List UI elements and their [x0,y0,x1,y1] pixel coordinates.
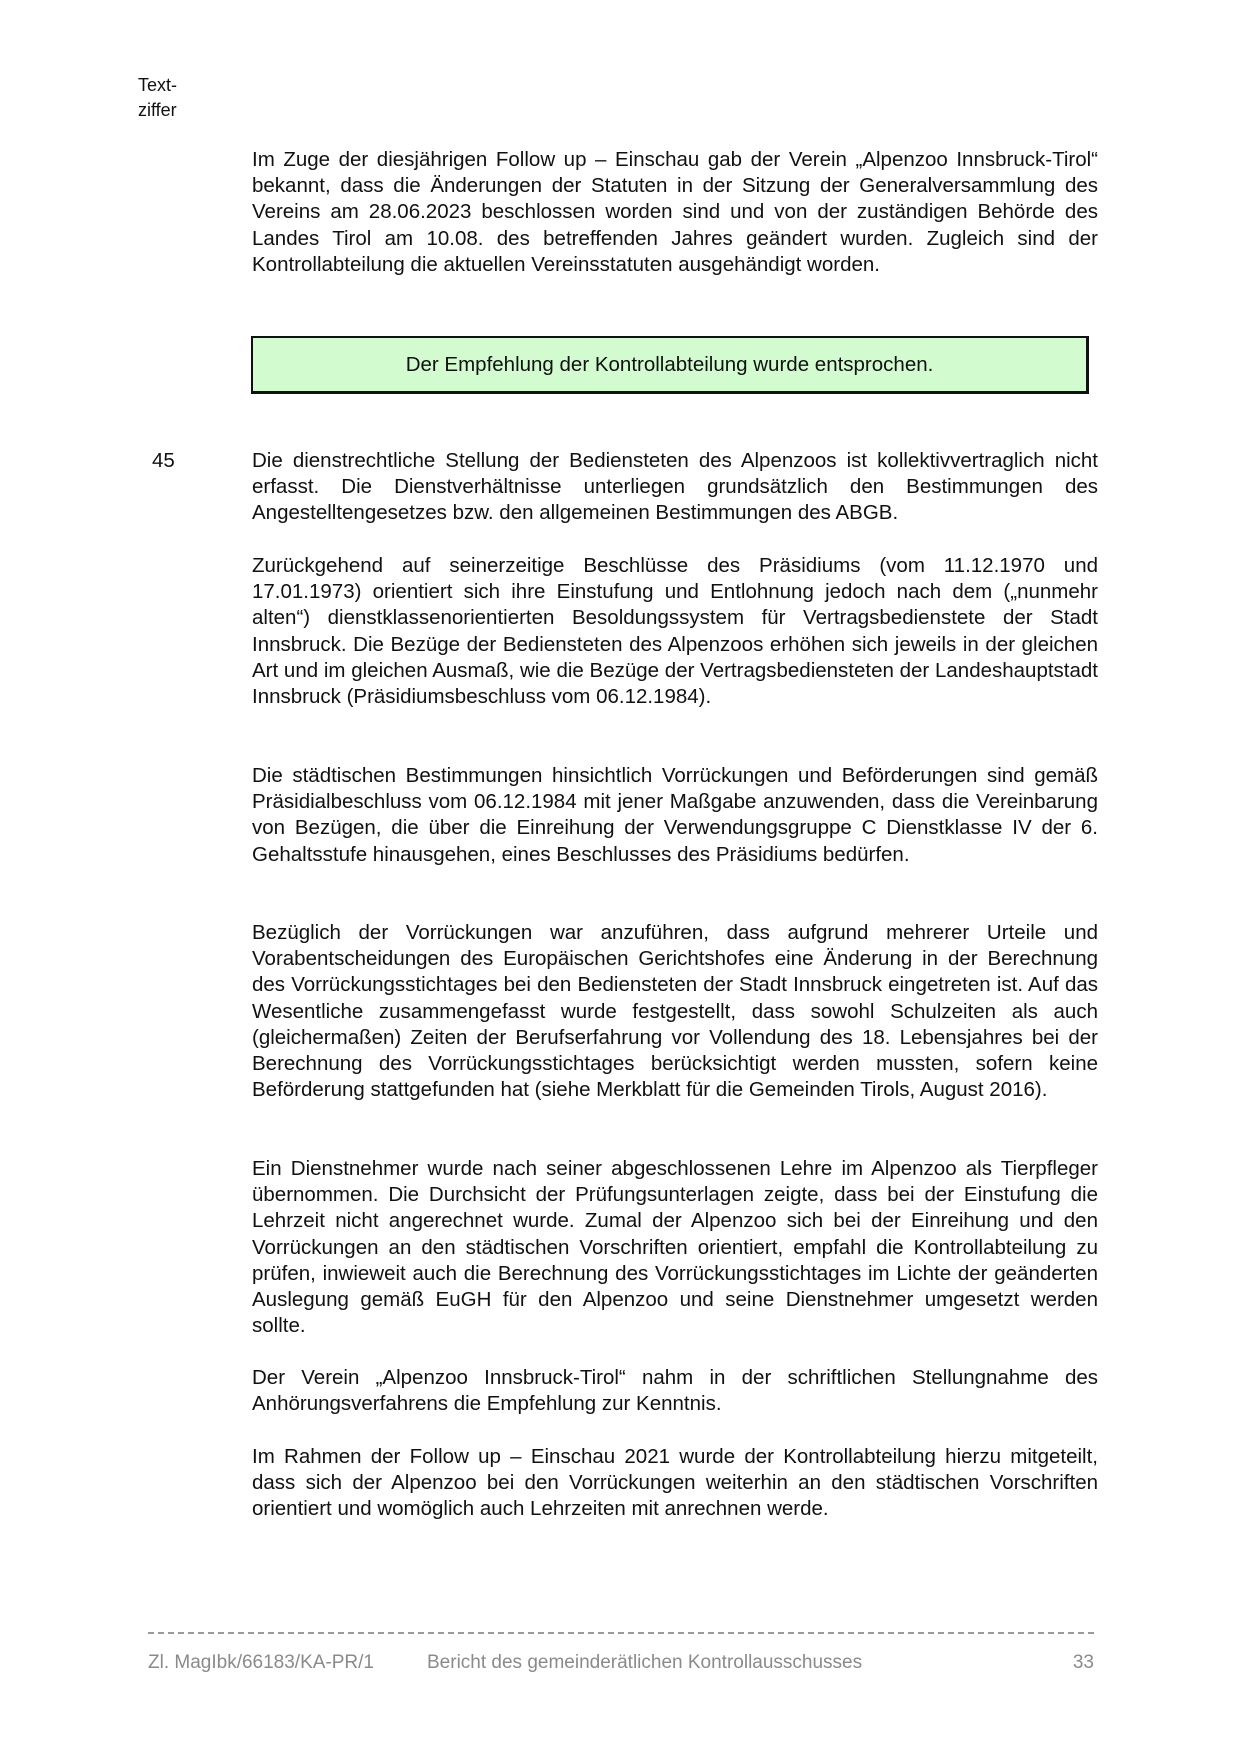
section-paragraph: Zurückgehend auf seinerzeitige Beschlüsse des Präsidiums (vom 11.12.1970 und 17.01.1973) orientiert sich ihre Einstufung und Entlohnung jedoch nach dem („nunmehr alten“) dienstklassenorientierten Besoldungssystem für Vertragsbedienstete der Stadt Innsbruck. Die Bezüge der Bediensteten des Alpenzoos erhöhen sich jeweils in der gleichen Art und im gleichen Ausmaß, wie die Bezüge der Vertragsbediensteten der Landeshauptstadt Innsbruck (Präsidiumsbeschluss vom 06.12.1984). [252,554,1098,709]
section-paragraph: Der Verein „Alpenzoo Innsbruck-Tirol“ nahm in der schriftlichen Stellungnahme des Anhörungsverfahrens die Empfehlung zur Kenntnis. [252,1366,1098,1416]
footer-divider [148,1632,1094,1634]
page-number: 33 [1072,1652,1094,1673]
intro-paragraph: Im Zuge der diesjährigen Follow up – Einschau gab der Verein „Alpenzoo Innsbruck-Tirol“ bekannt, dass die Änderungen der Statuten in der Sitzung der Generalversammlung des Vereins am 28.06.2023 beschlossen worden sind und von der zuständigen Behörde des Landes Tirol am 10.08. des betreffenden Jahres geändert wurden. Zugleich sind der Kontrollabteilung die aktuellen Vereinsstatuten ausgehändigt worden. [252,148,1098,276]
result-box-text: Der Empfehlung der Kontrollabteilung wurde entsprochen. [405,352,934,376]
footer-reference: Zl. MagIbk/66183/KA-PR/1 [148,1652,374,1673]
section-paragraph: Bezüglich der Vorrückungen war anzuführen, dass aufgrund mehrerer Urteile und Vorabentscheidungen des Europäischen Gerichtshofes eine Änderung in der Berechnung des Vorrückungsstichtages bei den Bediensteten der Stadt Innsbruck eingetreten ist. Auf das Wesentliche zusammengefasst wurde festgestellt, dass sowohl Schulzeiten als auch (gleichermaßen) Zeiten der Berufserfahrung vor Vollendung des 18. Lebensjahres bei der Berechnung des Vorrückungsstichtages berücksichtigt werden mussten, sofern keine Beförderung stattgefunden hat (siehe Merkblatt für die Gemeinden Tirols, August 2016). [252,921,1098,1102]
textziffer-number: 45 [152,449,175,472]
section-paragraph: Im Rahmen der Follow up – Einschau 2021 wurde der Kontrollabteilung hierzu mitgeteilt, dass sich der Alpenzoo bei den Vorrückungen weiterhin an den städtischen Vorschriften orientiert und womöglich auch Lehrzeiten mit anrechnen werde. [252,1445,1098,1521]
margin-label-line1: Text- [138,75,178,95]
result-box [251,336,1089,394]
footer-title: Bericht des gemeinderätlichen Kontrollausschusses [427,1652,863,1673]
section-paragraph: Die städtischen Bestimmungen hinsichtlich Vorrückungen und Beförderungen sind gemäß Präsidialbeschluss vom 06.12.1984 mit jener Maßgabe anzuwenden, dass die Vereinbarung von Bezügen, die über die Einreihung der Verwendungsgruppe C Dienstklasse IV der 6. Gehaltsstufe hinausgehen, eines Beschlusses des Präsidiums bedürfen. [252,764,1098,866]
margin-label-textziffer [138,73,177,123]
section-paragraph: Die dienstrechtliche Stellung der Bediensteten des Alpenzoos ist kollektivvertraglich nicht erfasst. Die Dienstverhältnisse unterliegen grundsätzlich den Bestimmungen des Angestelltengesetzes bzw. den allgemeinen Bestimmungen des ABGB. [252,449,1098,525]
margin-label-line2: ziffer [138,100,177,120]
section-paragraph: Ein Dienstnehmer wurde nach seiner abgeschlossenen Lehre im Alpenzoo als Tierpfleger übernommen. Die Durchsicht der Prüfungsunterlagen zeigte, dass bei der Einstufung die Lehrzeit nicht angerechnet wurde. Zumal der Alpenzoo sich bei der Einreihung und den Vorrückungen an den städtischen Vorschriften orientiert, empfahl die Kontrollabteilung zu prüfen, inwieweit auch die Berechnung des Vorrückungsstichtages im Lichte der geänderten Auslegung gemäß EuGH für den Alpenzoo und seine Dienstnehmer umgesetzt werden sollte. [252,1157,1098,1338]
